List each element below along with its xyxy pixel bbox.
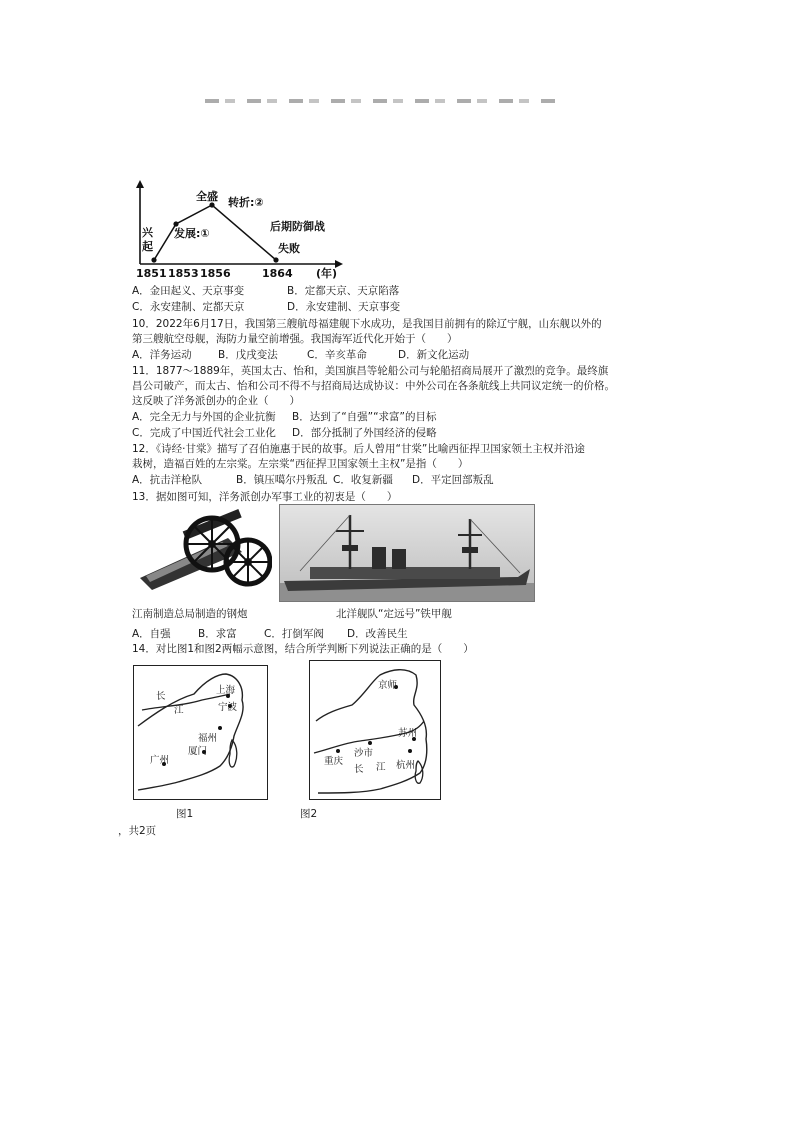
q9-option-a: A．金田起义、天京事变	[132, 285, 245, 297]
q11-option-b: B．达到了“自强”“求富”的目标	[292, 411, 437, 423]
map1-label-shanghai: 上海	[216, 685, 236, 696]
map2-label-shashi: 沙市	[354, 748, 374, 759]
timeline-late-label: 后期防御战	[270, 220, 325, 233]
q10-stem-line-2: 第三艘航空母舰，海防力量空前增强。我国海军近代化开始于（ ）	[132, 333, 458, 345]
map1-label-chang: 长	[156, 691, 166, 702]
map1-label-guangzhou: 广州	[150, 755, 170, 766]
q11-option-d: D．部分抵制了外国经济的侵略	[292, 427, 437, 439]
page-footer: ，共2页	[118, 825, 157, 837]
timeline-year-1853: 1853	[168, 267, 199, 280]
q9-option-d: D．永安建制、天京事变	[287, 301, 401, 313]
timeline-fail-label: 失败	[278, 242, 300, 255]
map1-label-fuzhou: 福州	[198, 733, 218, 744]
q13-option-b: B．求富	[198, 628, 237, 640]
timeline-year-1856: 1856	[200, 267, 231, 280]
map1-label-xiamen: 厦门	[188, 746, 208, 757]
map1-label-jiang: 江	[174, 705, 184, 716]
q14-stem: 14．对比图1和图2两幅示意图，结合所学判断下列说法正确的是（ ）	[132, 643, 474, 655]
q12-stem-line-1: 12．《诗经·甘棠》描写了召伯施惠于民的故事。后人曾用“甘棠”比喻西征捍卫国家领土主权并沿途	[132, 443, 585, 455]
ship-caption: 北洋舰队“定远号”铁甲舰	[336, 608, 452, 620]
map2-label-jiang: 江	[376, 762, 386, 773]
timeline-year-1864: 1864	[262, 267, 293, 280]
q13-option-d: D．改善民生	[347, 628, 408, 640]
map2-label-hangzhou: 杭州	[396, 760, 416, 771]
taiping-timeline-diagram	[130, 180, 350, 280]
q13-option-a: A．自强	[132, 628, 171, 640]
map2-label-suzhou: 苏州	[398, 728, 418, 739]
timeline-turn-label: 转折:②	[228, 196, 264, 209]
map2-label-chongqing: 重庆	[324, 756, 344, 767]
map1-caption: 图1	[176, 808, 194, 820]
map1-label-ningbo: 宁波	[218, 702, 238, 713]
q11-option-a: A．完全无力与外国的企业抗衡	[132, 411, 276, 423]
q12-option-b: B．镇压噶尔丹叛乱	[236, 474, 328, 486]
scan-top-edge	[205, 99, 560, 103]
timeline-unit: (年)	[316, 267, 338, 280]
q11-stem-line-1: 11．1877～1889年，英国太古、怡和，美国旗昌等轮船公司与轮船招商局展开了激烈的竞争。最终旗	[132, 365, 609, 377]
q13-option-c: C．打倒军阀	[264, 628, 324, 640]
q11-stem-line-3: 这反映了洋务派创办的企业（ ）	[132, 395, 300, 407]
map2-label-jingshi: 京师	[378, 680, 398, 691]
q12-option-c: C．收复新疆	[333, 474, 393, 486]
cannon-image	[132, 506, 272, 598]
q10-option-d: D．新文化运动	[398, 349, 470, 361]
q9-option-b: B．定都天京、天京陷落	[287, 285, 400, 297]
q12-stem-line-2: 栽树，造福百姓的左宗棠。左宗棠“西征捍卫国家领土主权”是指（ ）	[132, 458, 469, 470]
timeline-peak-label: 全盛	[196, 190, 218, 203]
q12-option-d: D．平定回部叛乱	[412, 474, 494, 486]
timeline-develop-label: 发展:①	[174, 227, 210, 240]
q11-stem-line-2: 昌公司破产，而太古、怡和公司不得不与招商局达成协议：中外公司在各条航线上共同议定统一的价格。	[132, 380, 615, 392]
ironclad-ship-photo	[279, 504, 535, 602]
map-figure-2	[309, 660, 441, 800]
q13-stem: 13．据如图可知，洋务派创办军事工业的初衷是（ ）	[132, 491, 398, 503]
q10-option-b: B．戊戌变法	[218, 349, 278, 361]
map-figure-1	[133, 665, 268, 800]
timeline-rise-label-1: 兴	[142, 226, 153, 239]
map2-caption: 图2	[300, 808, 318, 820]
q10-option-a: A．洋务运动	[132, 349, 192, 361]
q11-option-c: C．完成了中国近代社会工业化	[132, 427, 276, 439]
q10-stem-line-1: 10．2022年6月17日，我国第三艘航母福建舰下水成功，是我国目前拥有的除辽宁舰，山东舰以外的	[132, 318, 602, 330]
q12-option-a: A．抗击洋枪队	[132, 474, 203, 486]
timeline-year-1851: 1851	[136, 267, 167, 280]
cannon-caption: 江南制造总局制造的钢炮	[132, 608, 248, 620]
q10-option-c: C．辛亥革命	[307, 349, 367, 361]
q9-option-c: C．永安建制、定都天京	[132, 301, 245, 313]
timeline-rise-label-2: 起	[142, 240, 153, 253]
map2-label-chang: 长	[354, 764, 364, 775]
